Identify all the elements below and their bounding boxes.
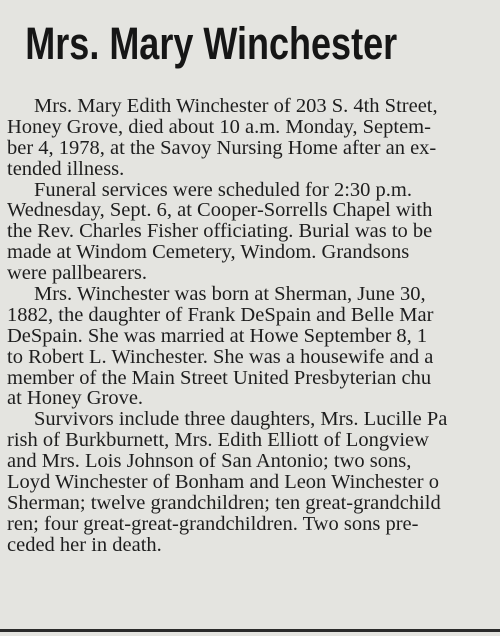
paragraph-3-line-5: member of the Main Street United Presbyterian chu xyxy=(7,366,432,389)
paragraph-1-line-1: Mrs. Mary Edith Winchester of 203 S. 4th Street, xyxy=(34,95,438,117)
paragraph-1-line-3: ber 4, 1978, at the Savoy Nursing Home after an ex- xyxy=(7,136,437,159)
paragraph-1-line-2: Honey Grove, died about 10 a.m. Monday, Septem- xyxy=(7,115,431,138)
paragraph-4-line-5: Sherman; twelve grandchildren; ten great-grandchild xyxy=(7,491,441,514)
paragraph-4-line-7: ceded her in death. xyxy=(7,533,162,556)
paragraph-3-line-1: Mrs. Winchester was born at Sherman, June 30, xyxy=(34,283,426,306)
paragraph-2-line-3: the Rev. Charles Fisher officiating. Burial was to be xyxy=(7,220,433,243)
paragraph-4-line-3: and Mrs. Lois Johnson of San Antonio; two sons, xyxy=(7,450,412,473)
clipping-bottom-rule xyxy=(0,629,500,632)
paragraph-4-line-6: ren; four great-great-grandchildren. Two sons pre- xyxy=(7,512,419,535)
paragraph-2-line-2: Wednesday, Sept. 6, at Cooper-Sorrells Chapel with xyxy=(7,199,433,222)
obituary-body xyxy=(0,96,500,556)
paragraph-2-line-4: made at Windom Cemetery, Windom. Grandsons xyxy=(7,241,410,264)
paragraph-4-line-2: rish of Burkburnett, Mrs. Edith Elliott of Longview xyxy=(7,429,429,452)
paragraph-2-line-1: Funeral services were scheduled for 2:30 p.m. xyxy=(34,178,412,201)
paragraph-4-line-1: Survivors include three daughters, Mrs. Lucille Pa xyxy=(34,408,448,431)
paragraph-3-line-6: at Honey Grove. xyxy=(7,387,144,410)
paragraph-3-line-3: DeSpain. She was married at Howe September 8, 1 xyxy=(7,324,428,347)
obituary-headline: Mrs. Mary Winchester xyxy=(25,18,398,69)
paragraph-4-line-4: Loyd Winchester of Bonham and Leon Winchester o xyxy=(7,471,439,494)
paragraph-3-line-2: 1882, the daughter of Frank DeSpain and Belle Mar xyxy=(7,303,434,326)
paragraph-2-line-5: were pallbearers. xyxy=(7,262,147,285)
paragraph-3-line-4: to Robert L. Winchester. She was a housewife and a xyxy=(7,345,434,368)
paragraph-1-line-4: tended illness. xyxy=(7,157,125,180)
